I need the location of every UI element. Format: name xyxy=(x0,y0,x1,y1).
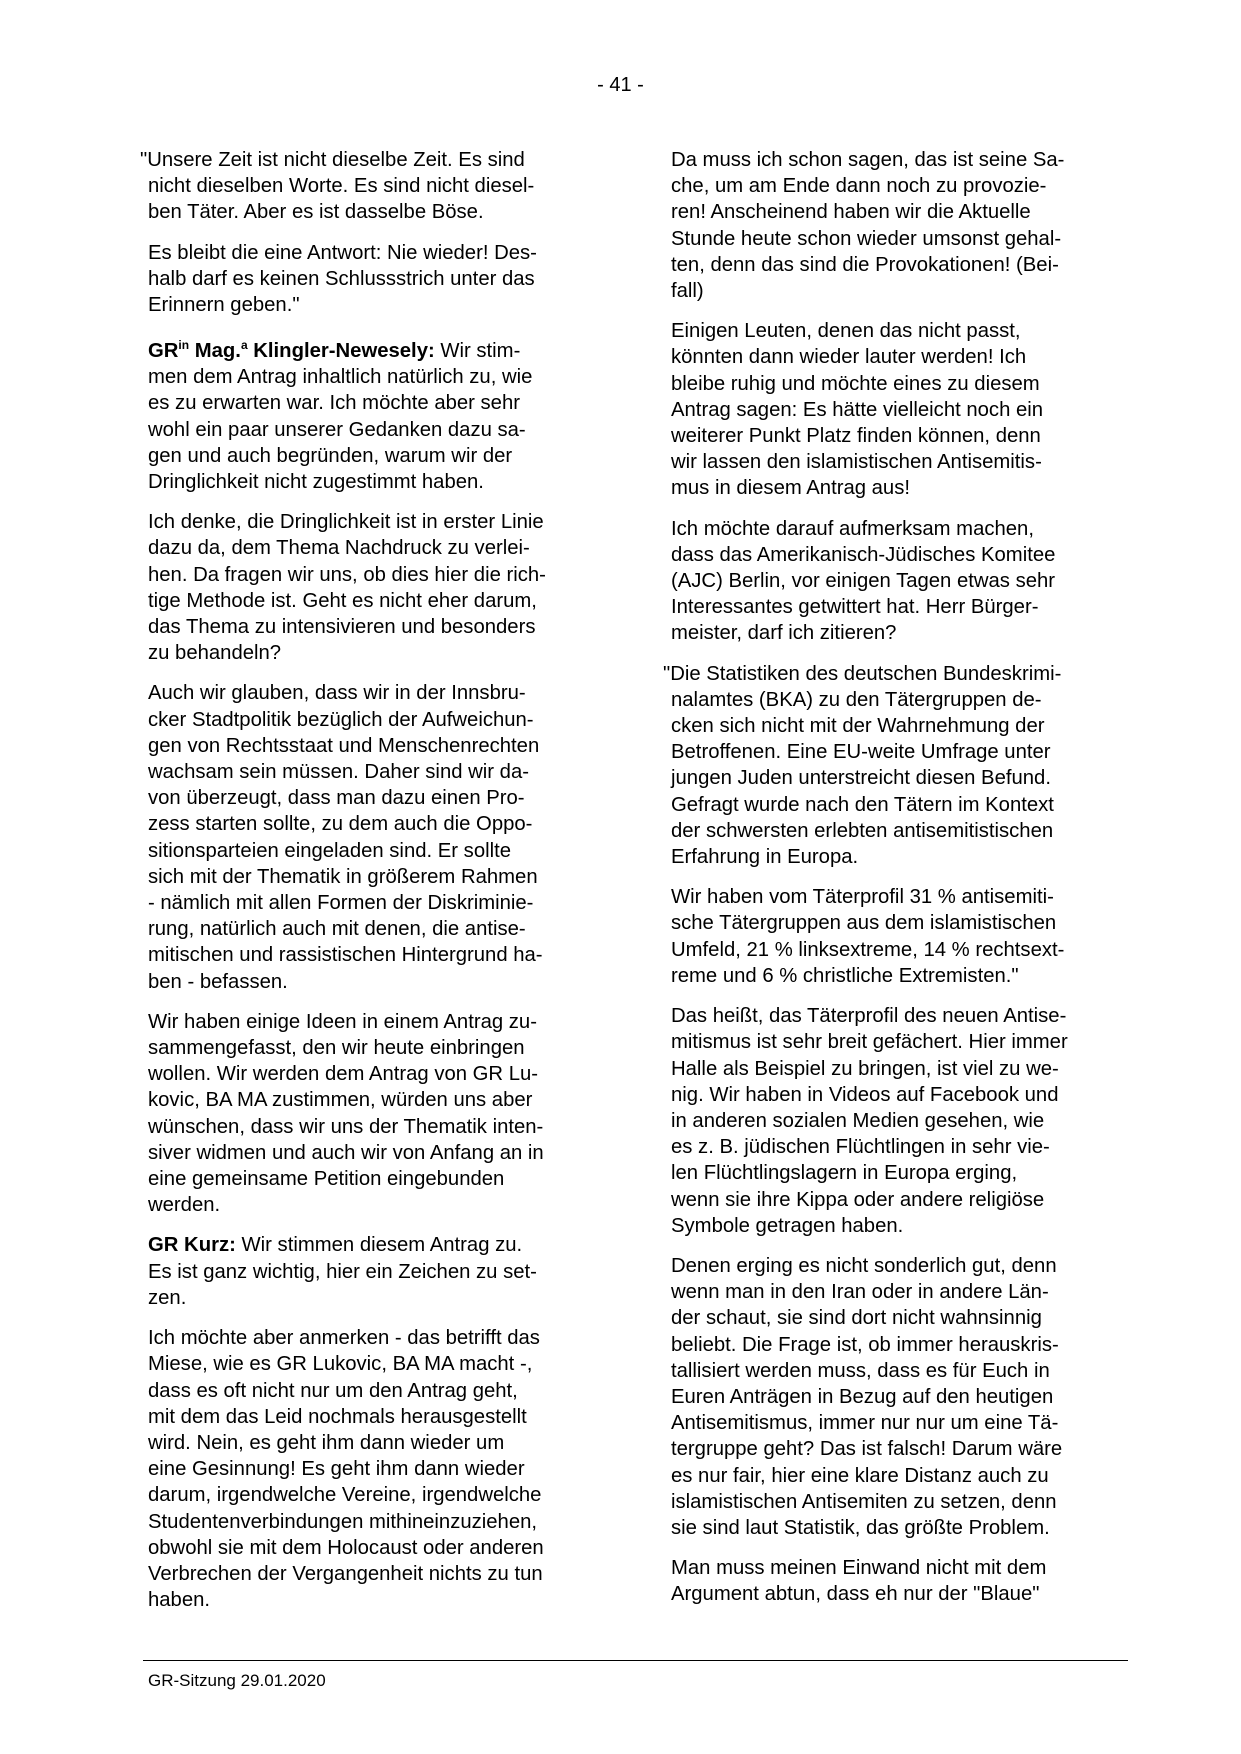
footer-divider xyxy=(143,1660,1128,1661)
paragraph: "Unsere Zeit ist nicht dieselbe Zeit. Es sind nicht dieselben Worte. Es sind nicht diesel- ben Täter. Aber es ist dasselbe Böse. xyxy=(140,149,535,224)
paragraph: "Die Statistiken des deutschen Bundeskrimi- nalamtes (BKA) zu den Tätergruppen de- cken sich nicht mit der Wahrnehmung der Betroffenen. Eine EU-weite Umfrage unter jungen Juden unterstreicht diesen Befund. Gefragt wurde nach den Tätern im Kontext der schwersten erlebten antisemitistischen Erfahrung in Europa. xyxy=(663,662,1062,869)
speaker-name: $GR^{in}$ Mag.$^a$ Klingler-Newesely: xyxy=(148,338,435,362)
paragraph: Ich möchte darauf aufmerksam machen, dass das Amerikanisch-Jüdisches Komitee (AJC) Berlin, vor einigen Tagen etwas sehr Interessantes getwittert hat. Herr Bürger- meister, darf ich zitieren? xyxy=(671,517,1056,645)
paragraph: Denen erging es nicht sonderlich gut, denn wenn man in den Iran oder in andere Län- der schaut, sie sind dort nicht wahnsinnig beliebt. Die Frage ist, ob immer herauskris- tallisiert werden muss, dass es für Euch in Euren Anträgen in Bezug auf den heutigen Antisemitismus, immer nur nur um eine Tä- tergruppe geht? Das ist falsch! Darum wäre es nur fair, hier eine klare Distanz auch zu islamistischen Antisemiten zu setzen, denn sie sind laut Statistik, das größte Problem. xyxy=(671,1254,1063,1539)
speaker-name: GR Kurz: xyxy=(148,1234,236,1257)
page-number: - 41 - xyxy=(597,74,644,96)
paragraph: Da muss ich schon sagen, das ist seine Sa- che, um am Ende dann noch zu provozie- ren! Anscheinend haben wir die Aktuelle Stunde heute schon wieder umsonst gehal- ten, denn das sind die Provokationen! (Bei- fall) xyxy=(671,149,1065,303)
paragraph: Auch wir glauben, dass wir in der Innsbru- cker Stadtpolitik bezüglich der Aufweichun- gen von Rechtsstaat und Menschenrechten wachsam sein müssen. Daher sind wir da- von überzeugt, dass man dazu einen Pro- zess starten sollte, zu dem auch die Oppo- sitionsparteien eingeladen sind. Er sollte sich mit der Thematik in größerem Rahmen - nämlich mit allen Formen der Diskriminie- rung, natürlich auch mit denen, die antise- mitischen und rassistischen Hintergrund ha- ben - befassen. xyxy=(148,682,543,993)
speaker-paragraph: GR Kurz: Wir stimmen diesem Antrag zu. Es ist ganz wichtig, hier ein Zeichen zu set- zen. xyxy=(148,1234,537,1309)
paragraph: Das heißt, das Täterprofil des neuen Antise- mitismus ist sehr breit gefächert. Hier immer Halle als Beispiel zu bringen, ist viel zu we- nig. Wir haben in Videos auf Facebook und in anderen sozialen Medien gesehen, wie es z. B. jüdischen Flüchtlingen in sehr vie- len Flüchtlingslagern in Europa erging, wenn sie ihre Kippa oder andere religiöse Symbole getragen haben. xyxy=(671,1005,1068,1237)
paragraph: Man muss meinen Einwand nicht mit dem Argument abtun, dass eh nur der "Blaue" xyxy=(671,1557,1047,1606)
right-column xyxy=(663,147,1123,1622)
paragraph: Wir haben vom Täterprofil 31 % antisemiti- sche Tätergruppen aus dem islamistischen Umfeld, 21 % linksextreme, 14 % rechtsext- reme und 6 % christliche Extremisten." xyxy=(671,886,1065,987)
paragraph: Ich denke, die Dringlichkeit ist in erster Linie dazu da, dem Thema Nachdruck zu verlei- hen. Da fragen wir uns, ob dies hier die rich- tige Methode ist. Geht es nicht eher darum, das Thema zu intensivieren und besonders zu behandeln? xyxy=(148,511,546,665)
paragraph: Einigen Leuten, denen das nicht passt, könnten dann wieder lauter werden! Ich bleibe ruhig und möchte eines zu diesem Antrag sagen: Es hätte vielleicht noch ein weiterer Punkt Platz finden können, denn wir lassen den islamistischen Antisemitis- mus in diesem Antrag aus! xyxy=(671,320,1044,500)
speaker-paragraph: $GR^{in}$ Mag.$^a$ Klingler-Newesely: Wir stim- men dem Antrag inhaltlich natürlich zu, wie es zu erwarten war. Ich möchte aber sehr wohl ein paar unserer Gedanken dazu sa- gen und auch begründen, warum wir der Dringlichkeit nicht zugestimmt haben. xyxy=(148,338,533,493)
paragraph: Ich möchte aber anmerken - das betrifft das Miese, wie es GR Lukovic, BA MA macht -, dass es oft nicht nur um den Antrag geht, mit dem das Leid nochmals herausgestellt wird. Nein, es geht ihm dann wieder um eine Gesinnung! Es geht ihm dann wieder darum, irgendwelche Vereine, irgendwelche Studentenverbindungen mithineinzuziehen, obwohl sie mit dem Holocaust oder anderen Verbrechen der Vergangenheit nichts zu tun haben. xyxy=(148,1327,544,1612)
paragraph: Wir haben einige Ideen in einem Antrag zu- sammengefasst, den wir heute einbringen wollen. Wir werden dem Antrag von GR Lu- kovic, BA MA zustimmen, würden uns aber wünschen, dass wir uns der Thematik inten- siver widmen und auch wir von Anfang an in eine gemeinsame Petition eingebunden werden. xyxy=(148,1010,544,1217)
footer-text: GR-Sitzung 29.01.2020 xyxy=(148,1671,326,1690)
left-column xyxy=(140,147,598,1627)
paragraph: Es bleibt die eine Antwort: Nie wieder! Des- halb darf es keinen Schlussstrich unter das Erinnern geben." xyxy=(148,241,537,317)
